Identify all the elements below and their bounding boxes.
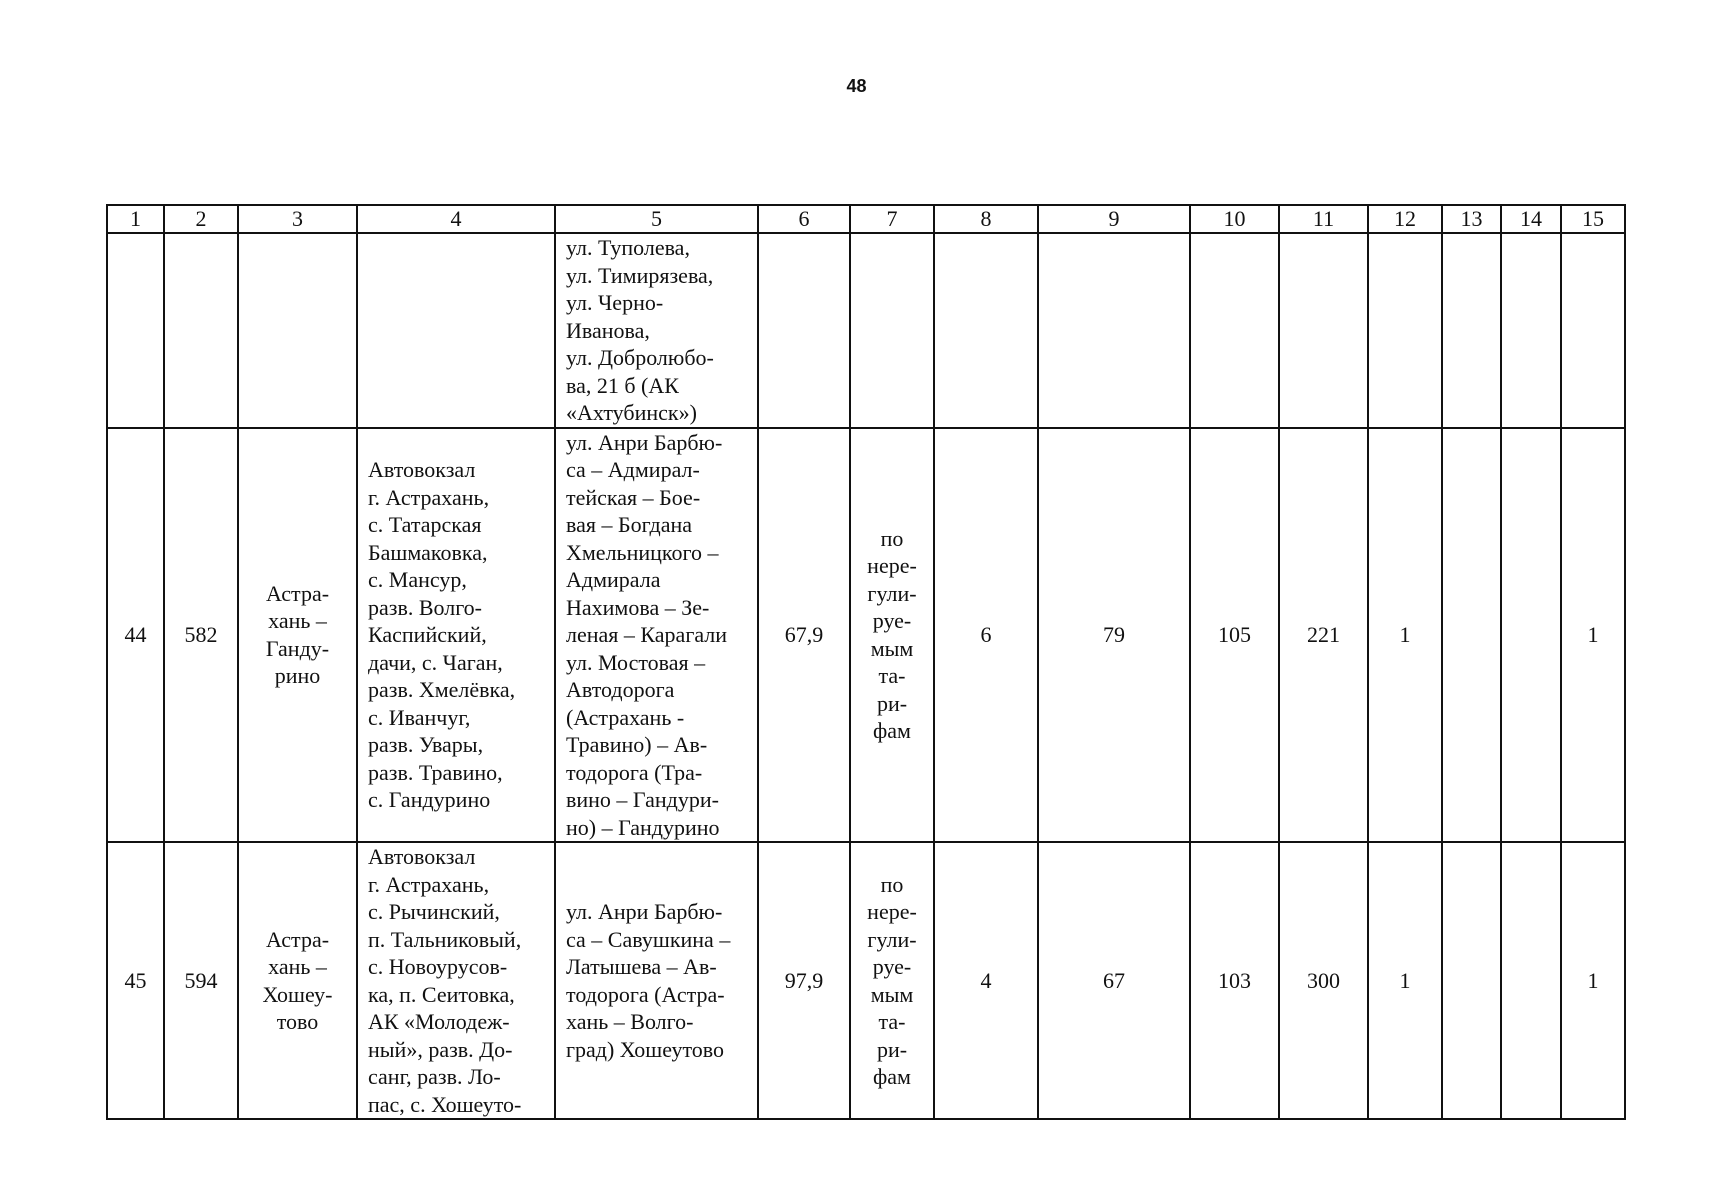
cell-8 [934, 233, 1038, 428]
distance-cell: 97,9 [758, 842, 850, 1119]
cell-11 [1279, 233, 1368, 428]
cell-10: 103 [1190, 842, 1279, 1119]
column-header: 6 [758, 205, 850, 233]
streets-cell: ул. Анри Барбю- са – Савушкина – Латышева – Ав- тодорога (Астра- хань – Волго- град) Хошеутово [555, 842, 758, 1119]
cell-10 [1190, 233, 1279, 428]
cell-15: 1 [1561, 428, 1625, 843]
cell-14 [1501, 842, 1561, 1119]
stops-cell [357, 233, 555, 428]
page-number: 48 [846, 76, 867, 96]
stops-cell: Автовокзал г. Астрахань, с. Татарская Башмаковка, с. Мансур, разв. Волго- Каспийский, дачи, с. Чаган, разв. Хмелёвка, с. Иванчуг, разв. Увары, разв. Травино, с. Гандурино [357, 428, 555, 843]
table-row [107, 428, 1625, 843]
row-number-cell: 44 [107, 428, 164, 843]
route-number-cell: 582 [164, 428, 238, 843]
route-table [106, 204, 1626, 1120]
table-row [107, 233, 1625, 428]
route-name-cell: Астра- хань – Хошеу- тово [238, 842, 357, 1119]
column-header: 8 [934, 205, 1038, 233]
cell-10: 105 [1190, 428, 1279, 843]
cell-13 [1442, 428, 1501, 843]
column-header: 14 [1501, 205, 1561, 233]
column-header: 7 [850, 205, 934, 233]
column-header: 4 [357, 205, 555, 233]
column-header: 3 [238, 205, 357, 233]
cell-8: 6 [934, 428, 1038, 843]
column-header: 13 [1442, 205, 1501, 233]
row-number-cell: 45 [107, 842, 164, 1119]
streets-cell: ул. Туполева, ул. Тимирязева, ул. Черно- Иванова, ул. Добролюбо- ва, 21 б (АК «Ахтубинск») [555, 233, 758, 428]
column-header: 1 [107, 205, 164, 233]
cell-14 [1501, 428, 1561, 843]
distance-cell: 67,9 [758, 428, 850, 843]
cell-15: 1 [1561, 842, 1625, 1119]
column-header: 9 [1038, 205, 1190, 233]
tariff-cell: по нере- гули- руе- мым та- ри- фам [850, 842, 934, 1119]
cell-11: 221 [1279, 428, 1368, 843]
column-header: 15 [1561, 205, 1625, 233]
route-number-cell: 594 [164, 842, 238, 1119]
cell-8: 4 [934, 842, 1038, 1119]
distance-cell [758, 233, 850, 428]
header-row [107, 205, 1625, 233]
cell-13 [1442, 842, 1501, 1119]
streets-cell: ул. Анри Барбю- са – Адмирал- тейская – Бое- вая – Богдана Хмельницкого – Адмирала Нахимова – Зе- леная – Карагали ул. Мостовая – Автодорога (Астрахань - Травино) – Ав- тодорога (Тра- вино – Гандури- но) – Гандурино [555, 428, 758, 843]
column-header: 10 [1190, 205, 1279, 233]
table-row [107, 842, 1625, 1119]
cell-14 [1501, 233, 1561, 428]
column-header: 12 [1368, 205, 1442, 233]
cell-9 [1038, 233, 1190, 428]
row-number-cell [107, 233, 164, 428]
tariff-cell: по нере- гули- руе- мым та- ри- фам [850, 428, 934, 843]
route-number-cell [164, 233, 238, 428]
column-header: 11 [1279, 205, 1368, 233]
tariff-cell [850, 233, 934, 428]
column-header: 2 [164, 205, 238, 233]
route-name-cell: Астра- хань – Ганду- рино [238, 428, 357, 843]
cell-13 [1442, 233, 1501, 428]
cell-12: 1 [1368, 428, 1442, 843]
cell-12 [1368, 233, 1442, 428]
stops-cell: Автовокзал г. Астрахань, с. Рычинский, п. Тальниковый, с. Новоурусов- ка, п. Сеитовка, АК «Молодеж- ный», разв. До- санг, разв. Ло- пас, с. Хошеуто- [357, 842, 555, 1119]
cell-11: 300 [1279, 842, 1368, 1119]
cell-12: 1 [1368, 842, 1442, 1119]
cell-9: 67 [1038, 842, 1190, 1119]
route-name-cell [238, 233, 357, 428]
cell-9: 79 [1038, 428, 1190, 843]
column-header: 5 [555, 205, 758, 233]
cell-15 [1561, 233, 1625, 428]
